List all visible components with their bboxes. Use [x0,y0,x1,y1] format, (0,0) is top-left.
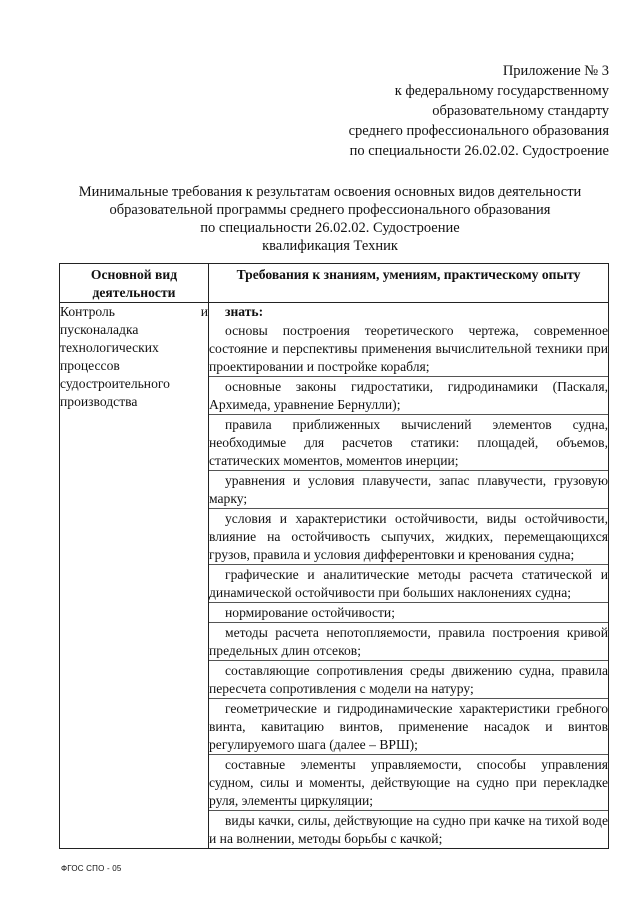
requirement-item: основы построения теоретического чертежа, современное состояние и перспективы применения вычислительной техники при проектировании и постройке корабля; [209,323,608,374]
know-label: знать: [225,304,264,319]
requirement-item: основные законы гидростатики, гидродинамики (Паскаля, Архимеда, уравнение Бернулли); [209,376,608,414]
document-heading [60,183,600,255]
header-requirements: Требования к знаниям, умениям, практическому опыту [209,264,609,303]
heading-line: образовательной программы среднего профессионального образования [109,202,551,218]
requirement-item: графические и аналитические методы расчета статической и динамической остойчивости при больших наклонениях судна; [209,564,608,602]
heading-line: по специальности 26.02.02. Судостроение [200,220,460,236]
activity-line: производства [60,394,138,409]
header-activity: Основной вид деятельности [60,264,209,303]
appendix-line: образовательному стандарту [432,103,609,119]
activity-line: Контроль и [60,304,208,319]
requirement-item: составляющие сопротивления среды движению судна, правила пересчета сопротивления с модели на натуру; [209,660,608,698]
requirement-item: условия и характеристики остойчивости, виды остойчивости, влияние на остойчивость сыпучих, жидких, перемещающихся грузов, правила и условия дифферентовки и кренования судна; [209,508,608,564]
heading-line: Минимальные требования к результатам освоения основных видов деятельности [78,184,582,200]
requirement-item: нормирование остойчивости; [209,602,608,622]
activity-line: процессов [60,358,120,373]
requirement-item: методы расчета непотопляемости, правила построения кривой предельных длин отсеков; [209,622,608,660]
page-footer: ФГОС СПО - 05 [61,864,122,873]
appendix-line: по специальности 26.02.02. Судостроение [349,143,609,159]
table-row [60,303,609,849]
appendix-block [309,61,609,161]
activity-line: судостроительного [60,376,170,391]
activity-line: технологических [60,340,159,355]
requirements-table [59,263,609,849]
activity-cell [60,303,209,849]
heading-line: квалификация Техник [262,238,398,254]
appendix-line: к федеральному государственному [394,83,609,99]
requirement-item: составные элементы управляемости, способы управления судном, силы и моменты, действующие на судно при перекладке руля, элементы циркуляции; [209,754,608,810]
requirement-item: геометрические и гидродинамические характеристики гребного винта, кавитацию винтов, применение насадок и винтов регулируемого шага (далее – ВРШ); [209,698,608,754]
requirements-cell [209,303,609,849]
table-header-row [60,264,609,303]
requirement-item: виды качки, силы, действующие на судно при качке на тихой воде и на волнении, методы борьбы с качкой; [209,810,608,848]
appendix-line: Приложение № 3 [502,63,609,79]
activity-line: пусконаладка [60,322,139,337]
requirement-item: правила приближенных вычислений элементов судна, необходимые для расчетов статики: площадей, объемов, статических моментов, моментов инерции; [209,414,608,470]
requirement-item: уравнения и условия плавучести, запас плавучести, грузовую марку; [209,470,608,508]
appendix-line: среднего профессионального образования [348,123,609,139]
